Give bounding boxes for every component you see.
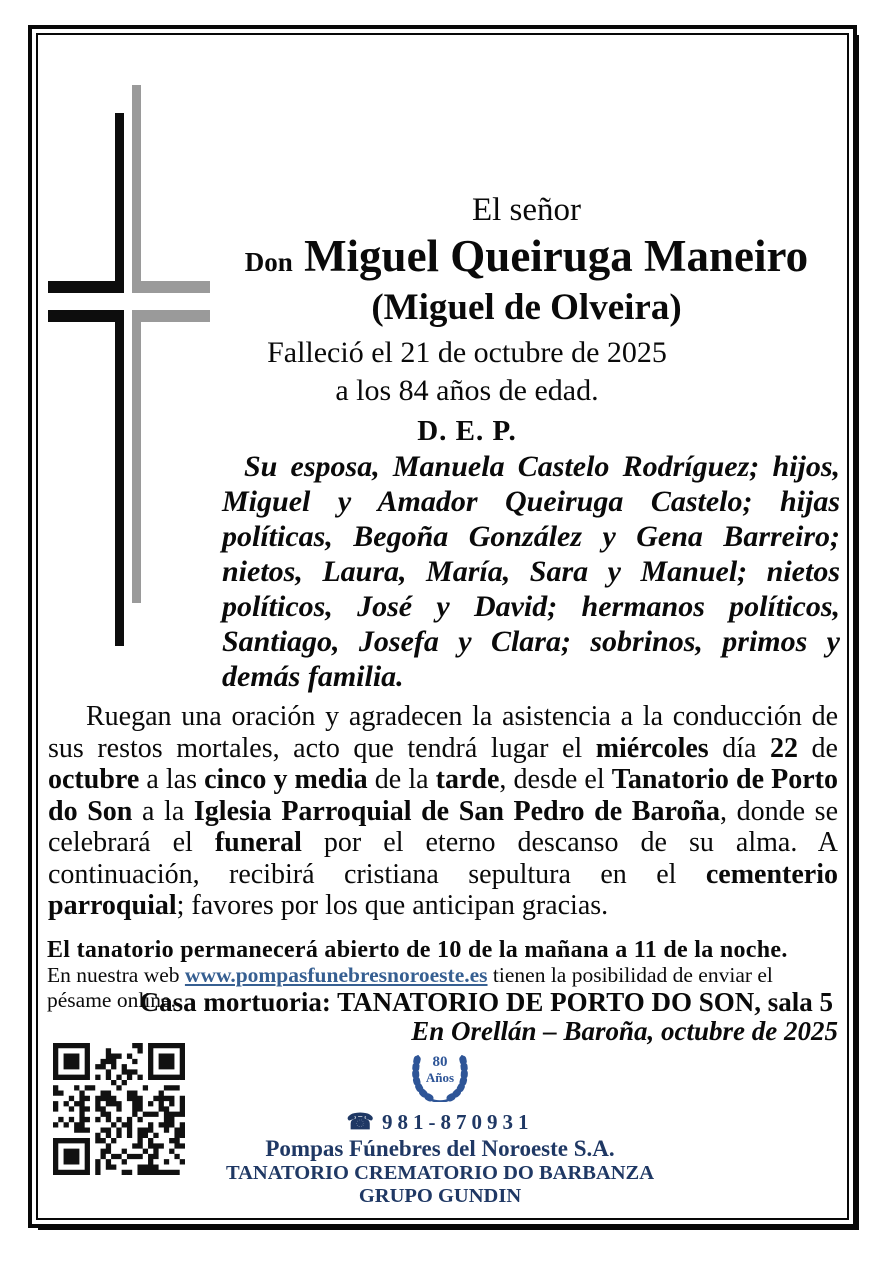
- web-condolences-line: En nuestra web www.pompasfunebresnoroeste.es tienen la posibilidad de enviar el pésame online.: [47, 963, 773, 1012]
- title-prefix: Don: [244, 247, 293, 277]
- death-info-block: [95, 334, 839, 448]
- place-date-line: En Orellán – Baroña, octubre de 2025: [411, 1016, 838, 1046]
- header-block: [212, 192, 841, 329]
- phone-icon: ☎: [346, 1109, 374, 1134]
- company-name: Pompas Fúnebres del Noroeste S.A.: [265, 1136, 615, 1161]
- salutation: El señor: [471, 192, 582, 228]
- deceased-name: [212, 231, 841, 287]
- dep-abbreviation: D. E. P.: [417, 415, 517, 447]
- crematorio-line: TANATORIO CREMATORIO DO BARBANZA: [225, 1162, 655, 1184]
- anniversary-laurel-logo: [392, 1044, 488, 1107]
- grupo-line: GRUPO GUNDIN: [358, 1185, 522, 1207]
- mortuary-label: Casa mortuoria:: [139, 987, 338, 1017]
- phone-line: [38, 1109, 842, 1135]
- deceased-full-name: Miguel Queiruga Maneiro: [304, 231, 809, 281]
- logo-anos-text: Años: [425, 1070, 455, 1085]
- deceased-alias: (Miguel de Olveira): [371, 287, 682, 328]
- phone-number: 981-870931: [381, 1110, 534, 1134]
- footer-block: [38, 1044, 842, 1208]
- tanatorio-hours-line: El tanatorio permanecerá abierto de 10 de la mañana a 11 de la noche.: [47, 937, 788, 963]
- death-date-line: Falleció el 21 de octubre de 2025: [267, 336, 667, 369]
- mortuary-line: [120, 987, 833, 1018]
- death-age-line: a los 84 años de edad.: [335, 374, 599, 407]
- logo-80-text: 80: [432, 1054, 448, 1070]
- website-link[interactable]: www.pompasfunebresnoroeste.es: [184, 963, 488, 987]
- family-paragraph: Su esposa, Manuela Castelo Rodríguez; hijos, Miguel y Amador Queiruga Castelo; hijas políticas, Begoña González y Gena Barreiro; nietos, Laura, María, Sara y Manuel; nietos políticos, José y David; hermanos políticos, Santiago, Josefa y Clara; sobrinos, primos y demás familia.: [222, 450, 840, 693]
- announcement-paragraph: Ruegan una oración y agradecen la asistencia a la conducción de sus restos mortales, acto que tendrá lugar el miércoles día 22 de octubre a las cinco y media de la tarde, desde el Tanatorio de Porto do Son a la Iglesia Parroquial de San Pedro de Baroña, donde se celebrará el funeral por el eterno descanso de su alma. A continuación, recibirá cristiana sepultura en el cementerio parroquial; favores por los que anticipan gracias.: [48, 701, 839, 921]
- mortuary-value: TANATORIO DE PORTO DO SON, sala 5: [337, 987, 833, 1017]
